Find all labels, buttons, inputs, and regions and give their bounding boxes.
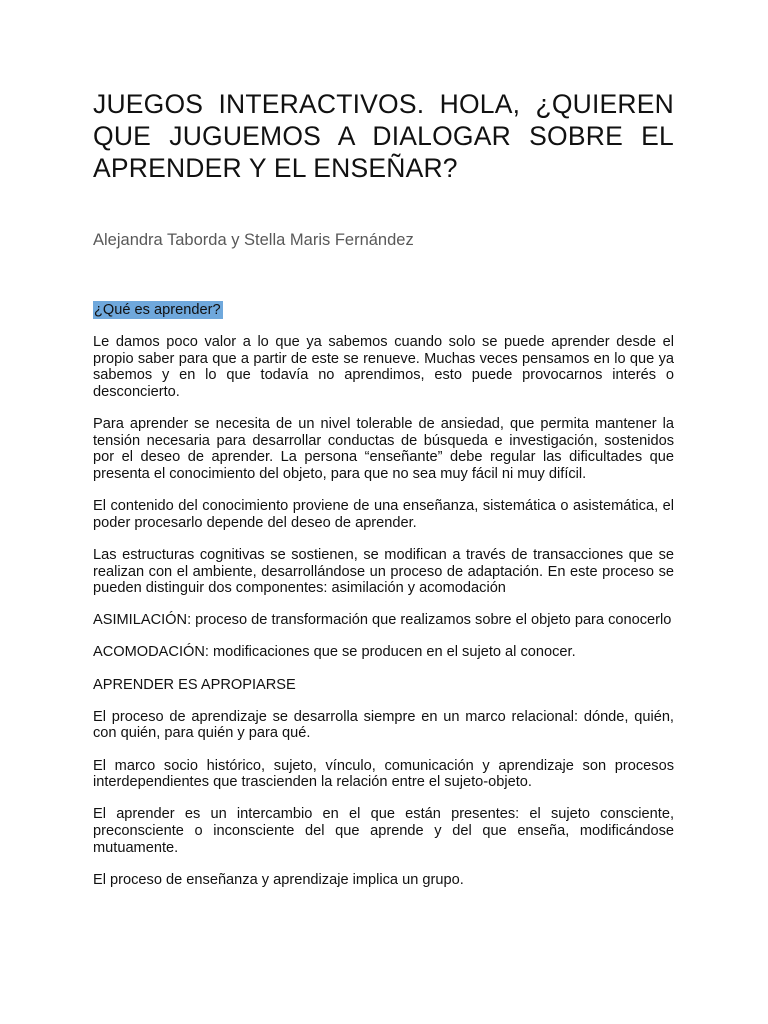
document-body: [93, 302, 674, 888]
paragraph: El aprender es un intercambio en el que están presentes: el sujeto consciente, preconsciente o inconsciente del que aprende y del que enseña, modificándose mutuamente.: [93, 806, 674, 856]
paragraph: El proceso de enseñanza y aprendizaje implica un grupo.: [93, 871, 464, 888]
section-heading: [93, 302, 674, 319]
paragraph: Las estructuras cognitivas se sostienen, se modifican a través de transacciones que se realizan con el ambiente, desarrollándose un proceso de adaptación. En este proceso se pueden distinguir dos componentes: asimilación y acomodación: [93, 546, 674, 597]
paragraph: Para aprender se necesita de un nivel tolerable de ansiedad, que permita mantener la tensión necesaria para desarrollar conductas de búsqueda e investigación, sostenidos por el deseo de aprender. La persona “enseñante” debe regular las dificultades que presenta el conocimiento del objeto, para que no sea muy fácil ni muy difícil.: [93, 416, 674, 482]
paragraph: APRENDER ES APROPIARSE: [93, 676, 296, 693]
document-title: JUEGOS INTERACTIVOS. HOLA, ¿QUIEREN QUE JUGUEMOS A DIALOGAR SOBRE EL APRENDER Y EL ENSEÑAR?: [93, 89, 674, 183]
paragraph: Le damos poco valor a lo que ya sabemos cuando solo se puede aprender desde el propio saber para que a partir de este se renueve. Muchas veces pensamos en lo que ya sabemos y en lo que todavía no aprendimos, esto puede provocarnos interés o desconcierto.: [93, 334, 674, 400]
document-authors: Alejandra Taborda y Stella Maris Fernández: [93, 231, 414, 249]
highlighted-text: ¿Qué es aprender?: [94, 302, 221, 318]
paragraph: El marco socio histórico, sujeto, vínculo, comunicación y aprendizaje son procesos interdependientes que trascienden la relación entre el sujeto-objeto.: [93, 757, 674, 791]
paragraph: ASIMILACIÓN: proceso de transformación que realizamos sobre el objeto para conocerlo: [93, 612, 672, 629]
paragraph: El contenido del conocimiento proviene de una enseñanza, sistemática o asistemática, el poder procesarlo depende del deseo de aprender.: [93, 498, 674, 531]
paragraph: ACOMODACIÓN: modificaciones que se producen en el sujeto al conocer.: [93, 644, 576, 661]
paragraph: El proceso de aprendizaje se desarrolla siempre en un marco relacional: dónde, quién, con quién, para quién y para qué.: [93, 708, 674, 742]
